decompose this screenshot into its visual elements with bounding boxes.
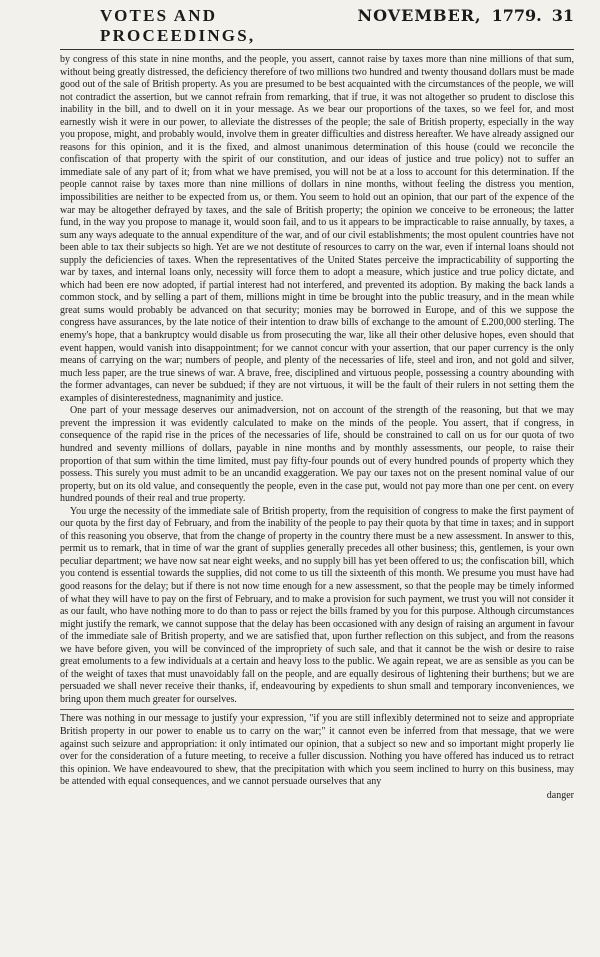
header-date-group bbox=[357, 6, 574, 25]
paragraph-seizure-message: There was nothing in our message to justify your expression, "if you are still inflexibly determined not to seize and appropriate British property in our power to enable us to carry on the war;" it cannot even be inferred from that message, that we were against such seizure and appropriation: it only intimated our opinion, that a subject so new and so important might properly lie over for the consideration of a future meeting, to receive a fuller discussion. Nothing you have offered has induced us to retract this opinion. We have endeavoured to shew, that the precipitation with which you seem inclined to hurry on this business, may be attended with equal consequences, and we cannot persuade ourselves that any bbox=[60, 713, 574, 788]
page-header bbox=[60, 6, 574, 50]
body-text bbox=[60, 54, 574, 789]
running-title: VOTES AND PROCEEDINGS, bbox=[100, 6, 256, 45]
paragraph-animadversion: One part of your message deserves our animadversion, not on account of the strength of the reasoning, but that we may prevent the impression it was evidently calculated to make on the minds of the people. You assert, that if congress, in consequence of the rapid rise in the prices of the necessaries of life, should be constrained to call on us for our quota of two hundred and seventy millions of dollars, payable in nine months and by monthly assessments, our people, to raise their proportion of that sum within the time limited, must pay fifty-four pounds out of every hundred pounds of property which they possess. This surely you must admit to be an uncandid exaggeration. We pay our taxes not on the present nominal value of our property, but on its old value, and consequently the people, even in the case put, would not pay more than one per cent. on every hundred pounds of their real and true property. bbox=[60, 405, 574, 505]
catchword: danger bbox=[546, 789, 574, 801]
header-year: 1779. bbox=[491, 6, 542, 25]
section-divider bbox=[60, 709, 574, 710]
paragraph-immediate-sale: You urge the necessity of the immediate sale of British property, from the requisition of congress to make the first payment of our quota by the first day of February, and from the inability of the people to pay their quota by that time in taxes; and in support of this reasoning you observe, that from the change of property in the country there must be a new assessment. In answer to this, permit us to remark, that in time of war the grant of supplies generally precedes all other business; this, gentlemen, is your own peculiar department; we have now sat near eight weeks, and no supply bill has yet been offered to us; the confiscation bill, which you contend is essential towards the supplies, did not come to us till the sixteenth of this month. We presume you must have had good reasons for the delay; but if there is not now time enough for a new assessment, so that the people may be timely informed of what they will have to pay on the first of February, and to make a provision for such payment, we trust you will not consider it as our fault, who have nothing more to do than to pass or reject the bills framed by you for this purpose. Although circumstances might justify the remark, we cannot suppose that the delay has been occasioned with any design of raising an argument in favour of the immediate sale of British property, and we are satisfied that, upon further reflection on this subject, and from the reasons we have before given, you will be convinced of the impropriety of such sale, and that it cannot be the wish or desire to raise great emoluments to a few individuals at a certain and heavy loss to the public. We again repeat, we are as sensible as you can be of the weight of taxes that must unavoidably fall on the people, and are equally desirous of lightening their burthens; but we are persuaded we shall never receive their thanks, if, endeavouring by expedients to shun small and temporary inconveniences, we bring upon them much greater for ourselves. bbox=[60, 505, 574, 705]
paragraph-reply-taxes: by congress of this state in nine months, and the people, you assert, cannot raise by taxes more than nine millions of that sum, without being greatly distressed, the deficiency therefore of two millions two hundred and twenty thousand dollars must be made good out of the sale of British property. As you are presumed to be best acquainted with the circumstances of the people, we will not contradict the assertion, but we cannot refrain from remarking, that if true, it was not altogether so prudent to disclose this inability in the bill, and to dwell on it in your message. As we bear our proportions of the taxes, so we feel for, and most earnestly wish it were in our power, to alleviate the distresses of the people; the sale of British property, especially in the way you propose, might, and probably would, involve them in greater difficulties and distress hereafter. We have already assigned our reasons for this opinion, and it is the fixed, and almost unanimous determination of this house (could we reconcile the confiscation of that property with the spirit of our constitution, and our ideas of justice and true policy) not to suffer an immediate sale of any part of it; from what we have premised, you will not be at a loss to account for this determination. If the people cannot raise by taxes more than nine millions of dollars in nine months, without feeling the distress you mention, impossibilities are neither to be expected from us, or them. You seem to hold out an opinion, that our part of the expence of the war may be altogether defrayed by taxes, and the sale of British property; the opinion we conceive to be erroneous; the latter fund, in the way you propose to manage it, would soon fail, and to us it appears to be impracticable to raise annually, by taxes, a sum any ways adequate to the annual expenditure of the war, and of our civil establishments; the most opulent countries have not been able to tax their subjects so high. Yet are we not destitute of resources to carry on the war, even if internal loans should not supply the deficiencies of taxes. When the representatives of the United States perceive the impracticability of supporting the war by taxes, and internal loans only, necessity will force them to adopt a measure, which justice and true policy dictate, and which had been ere now adopted, if partial interest had not interfered, and prevented its adoption. By making the back lands a common stock, and by selling a part of them, millions might in time be brought into the public treasury, and in the mean while great sums would probably be advanced on that security; monies may be borrowed in Europe, and of this we suppose the congress have assurances, by the late notice of their intention to draw bills of exchange to the amount of £.200,000 sterling. The enemy's hope, that a bankruptcy would disable us from prosecuting the war, like all their other delusive hopes, even should that event happen, would vanish into disappointment; for we cannot concur with your assertion, that our paper currency is the only means of carrying on the war; numbers of people, and plenty of the necessaries of life, steel and iron, and not gold and silver, much less paper, are the true sinews of war. A brave, free, disciplined and virtuous people, possessing a country abounding with the former advantages, can never be subdued; if they are not virtuous, it will be the fault of their rulers in not setting them the examples of disinterestedness, magnanimity and justice. bbox=[60, 54, 574, 404]
page-number: 31 bbox=[551, 6, 574, 25]
header-month: NOVEMBER, bbox=[357, 6, 482, 25]
